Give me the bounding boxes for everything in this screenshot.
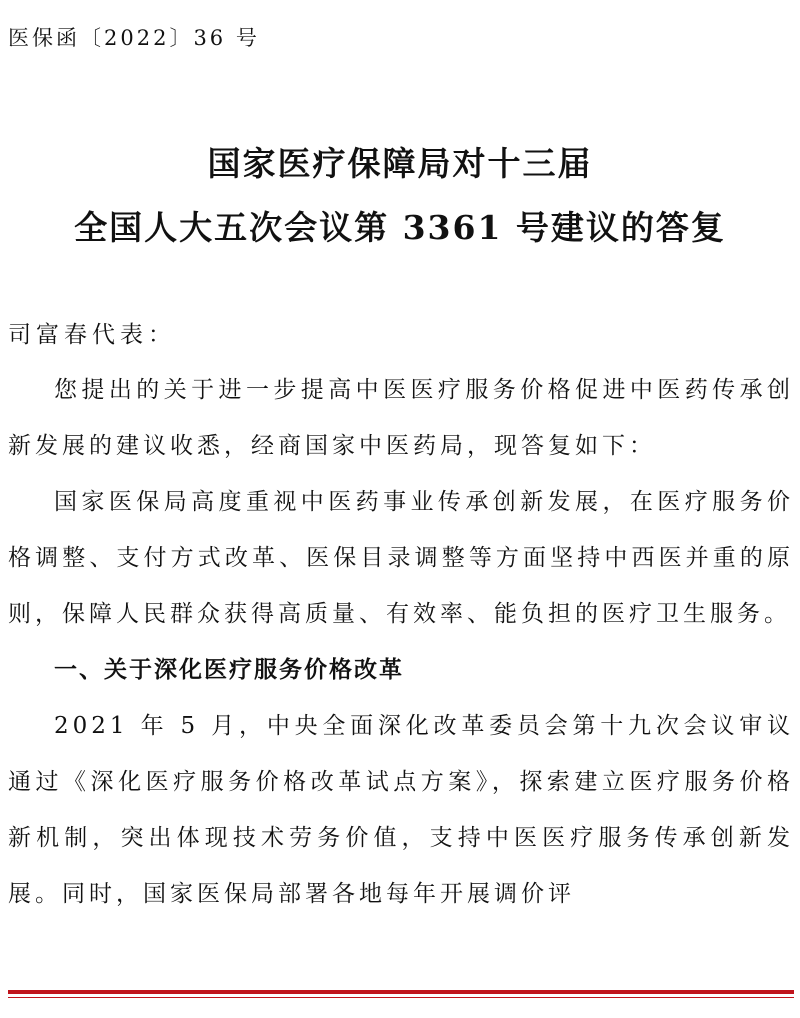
- title-line-2: 全国人大五次会议第 3361 号建议的答复: [74, 208, 726, 247]
- title-line-1: 国家医疗保障局对十三届: [207, 144, 593, 183]
- document-number: 医保函〔2022〕36 号: [8, 26, 260, 50]
- document-title: [0, 132, 800, 260]
- paragraph-intro: 您提出的关于进一步提高中医医疗服务价格促进中医药传承创新发展的建议收悉，经商国家中医药局，现答复如下：: [8, 377, 794, 459]
- paragraph-section-1: 2021 年 5 月，中央全面深化改革委员会第十九次会议审议通过《深化医疗服务价格改革试点方案》，探索建立医疗服务价格新机制，突出体现技术劳务价值，支持中医医疗服务传承创新发展。同时，国家医保局部署各地每年开展调价评: [8, 713, 794, 907]
- paragraph-policy: 国家医保局高度重视中医药事业传承创新发展，在医疗服务价格调整、支付方式改革、医保目录调整等方面坚持中西医并重的原则，保障人民群众获得高质量、有效率、能负担的医疗卫生服务。: [8, 489, 794, 627]
- section-heading-1: 一、关于深化医疗服务价格改革: [54, 657, 404, 683]
- red-footer-rule: [8, 990, 794, 994]
- document-body: [8, 362, 794, 922]
- addressee: 司富春代表：: [8, 322, 176, 348]
- red-footer-rule-thin: [8, 997, 794, 998]
